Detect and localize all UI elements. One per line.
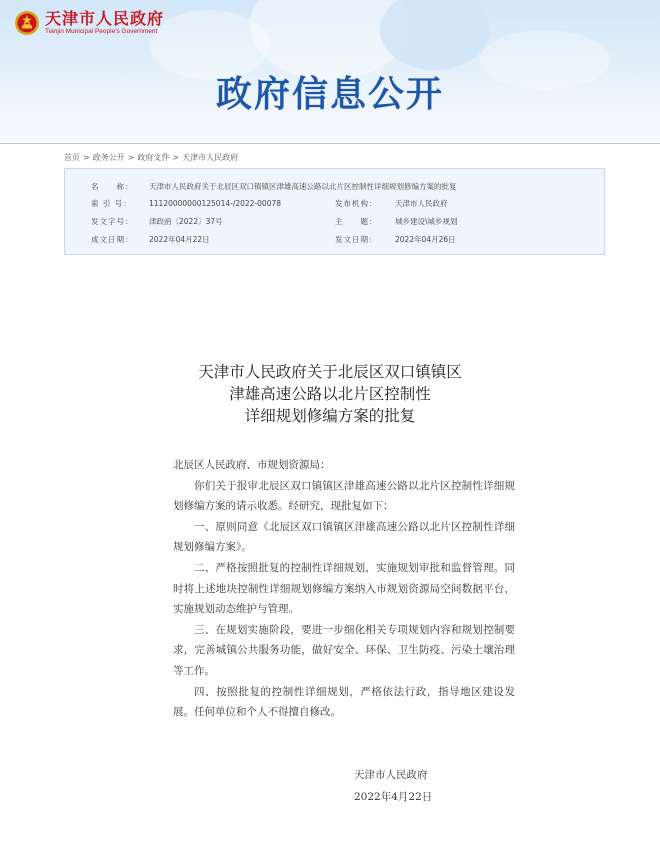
document-meta-box — [64, 168, 605, 255]
document-paragraph: 四、按照批复的控制性详细规划，严格依法行政，指导地区建设发展。任何单位和个人不得擅自修改。 — [173, 685, 515, 719]
meta-docno-label: 发文字号： — [91, 217, 134, 226]
meta-published-label: 发文日期： — [335, 235, 378, 244]
meta-index-label: 索 引 号： — [91, 199, 132, 208]
meta-index-value: 11120000000125014-/2022-00078 — [149, 199, 282, 208]
banner-divider — [0, 143, 660, 144]
meta-name-label: 名 称： — [91, 182, 134, 191]
meta-row-name — [65, 179, 604, 195]
site-name-cn: 天津市人民政府 — [45, 9, 165, 28]
breadcrumb-home[interactable]: 首页 — [64, 153, 80, 162]
document-paragraph: 二、严格按照批复的控制性详细规划，实施规划审批和监督管理。同时将上述地块控制性详细规划修编方案纳入市规划资源局空间数据平台，实施规划动态维护与管理。 — [173, 561, 515, 616]
meta-issuer-label: 发布机构： — [335, 199, 378, 208]
meta-topic-value: 城乡建设\城乡规划 — [395, 217, 458, 226]
document-title — [0, 361, 660, 427]
document-salutation: 北辰区人民政府、市规划资源局： — [173, 459, 331, 471]
document-date: 2022年4月22日 — [354, 791, 433, 803]
document-body — [173, 455, 515, 723]
meta-published-value: 2022年04月26日 — [395, 235, 456, 244]
meta-row-index — [65, 196, 604, 212]
document-title-line: 津雄高速公路以北片区控制性 — [229, 385, 431, 403]
site-name-en: Tianjin Municipal People's Government — [45, 28, 158, 35]
meta-issuer-value: 天津市人民政府 — [395, 199, 448, 208]
site-banner — [0, 0, 660, 143]
meta-topic-label: 主 题： — [335, 217, 378, 226]
meta-row-dates — [65, 232, 604, 248]
banner-title: 政府信息公开 — [215, 74, 444, 115]
site-logo[interactable] — [14, 10, 164, 36]
national-emblem-icon — [14, 10, 40, 36]
document-signer: 天津市人民政府 — [354, 769, 428, 781]
document-paragraph: 三、在规划实施阶段，要进一步细化相关专项规划内容和规划控制要求，完善城镇公共服务功能，做好安全、环保、卫生防疫、污染土壤治理等工作。 — [173, 623, 515, 677]
breadcrumb — [64, 152, 238, 163]
document-title-line: 天津市人民政府关于北辰区双口镇镇区 — [198, 363, 462, 381]
breadcrumb-separator: > — [83, 153, 90, 162]
breadcrumb-separator: > — [172, 153, 180, 162]
document-paragraph: 一、原则同意《北辰区双口镇镇区津雄高速公路以北片区控制性详细规划修编方案》。 — [173, 520, 515, 554]
meta-name-value: 天津市人民政府关于北辰区双口镇镇区津雄高速公路以北片区控制性详细规划修编方案的批复 — [149, 182, 457, 191]
banner-flower-decoration — [380, 0, 490, 70]
breadcrumb-gov-documents[interactable]: 政府文件 — [137, 153, 170, 162]
meta-created-value: 2022年04月22日 — [149, 235, 210, 244]
breadcrumb-municipal-gov[interactable]: 天津市人民政府 — [182, 153, 239, 162]
document-title-line: 详细规划修编方案的批复 — [244, 407, 416, 425]
meta-row-docno — [65, 214, 604, 230]
meta-created-label: 成文日期： — [91, 235, 134, 244]
meta-docno-value: 津政函〔2022〕37号 — [149, 217, 223, 226]
breadcrumb-separator: > — [127, 153, 135, 162]
breadcrumb-gov-affairs[interactable]: 政务公开 — [92, 153, 125, 162]
document-paragraph: 你们关于报审北辰区双口镇镇区津雄高速公路以北片区控制性详细规划修编方案的请示收悉。经研究，现批复如下： — [173, 479, 515, 513]
